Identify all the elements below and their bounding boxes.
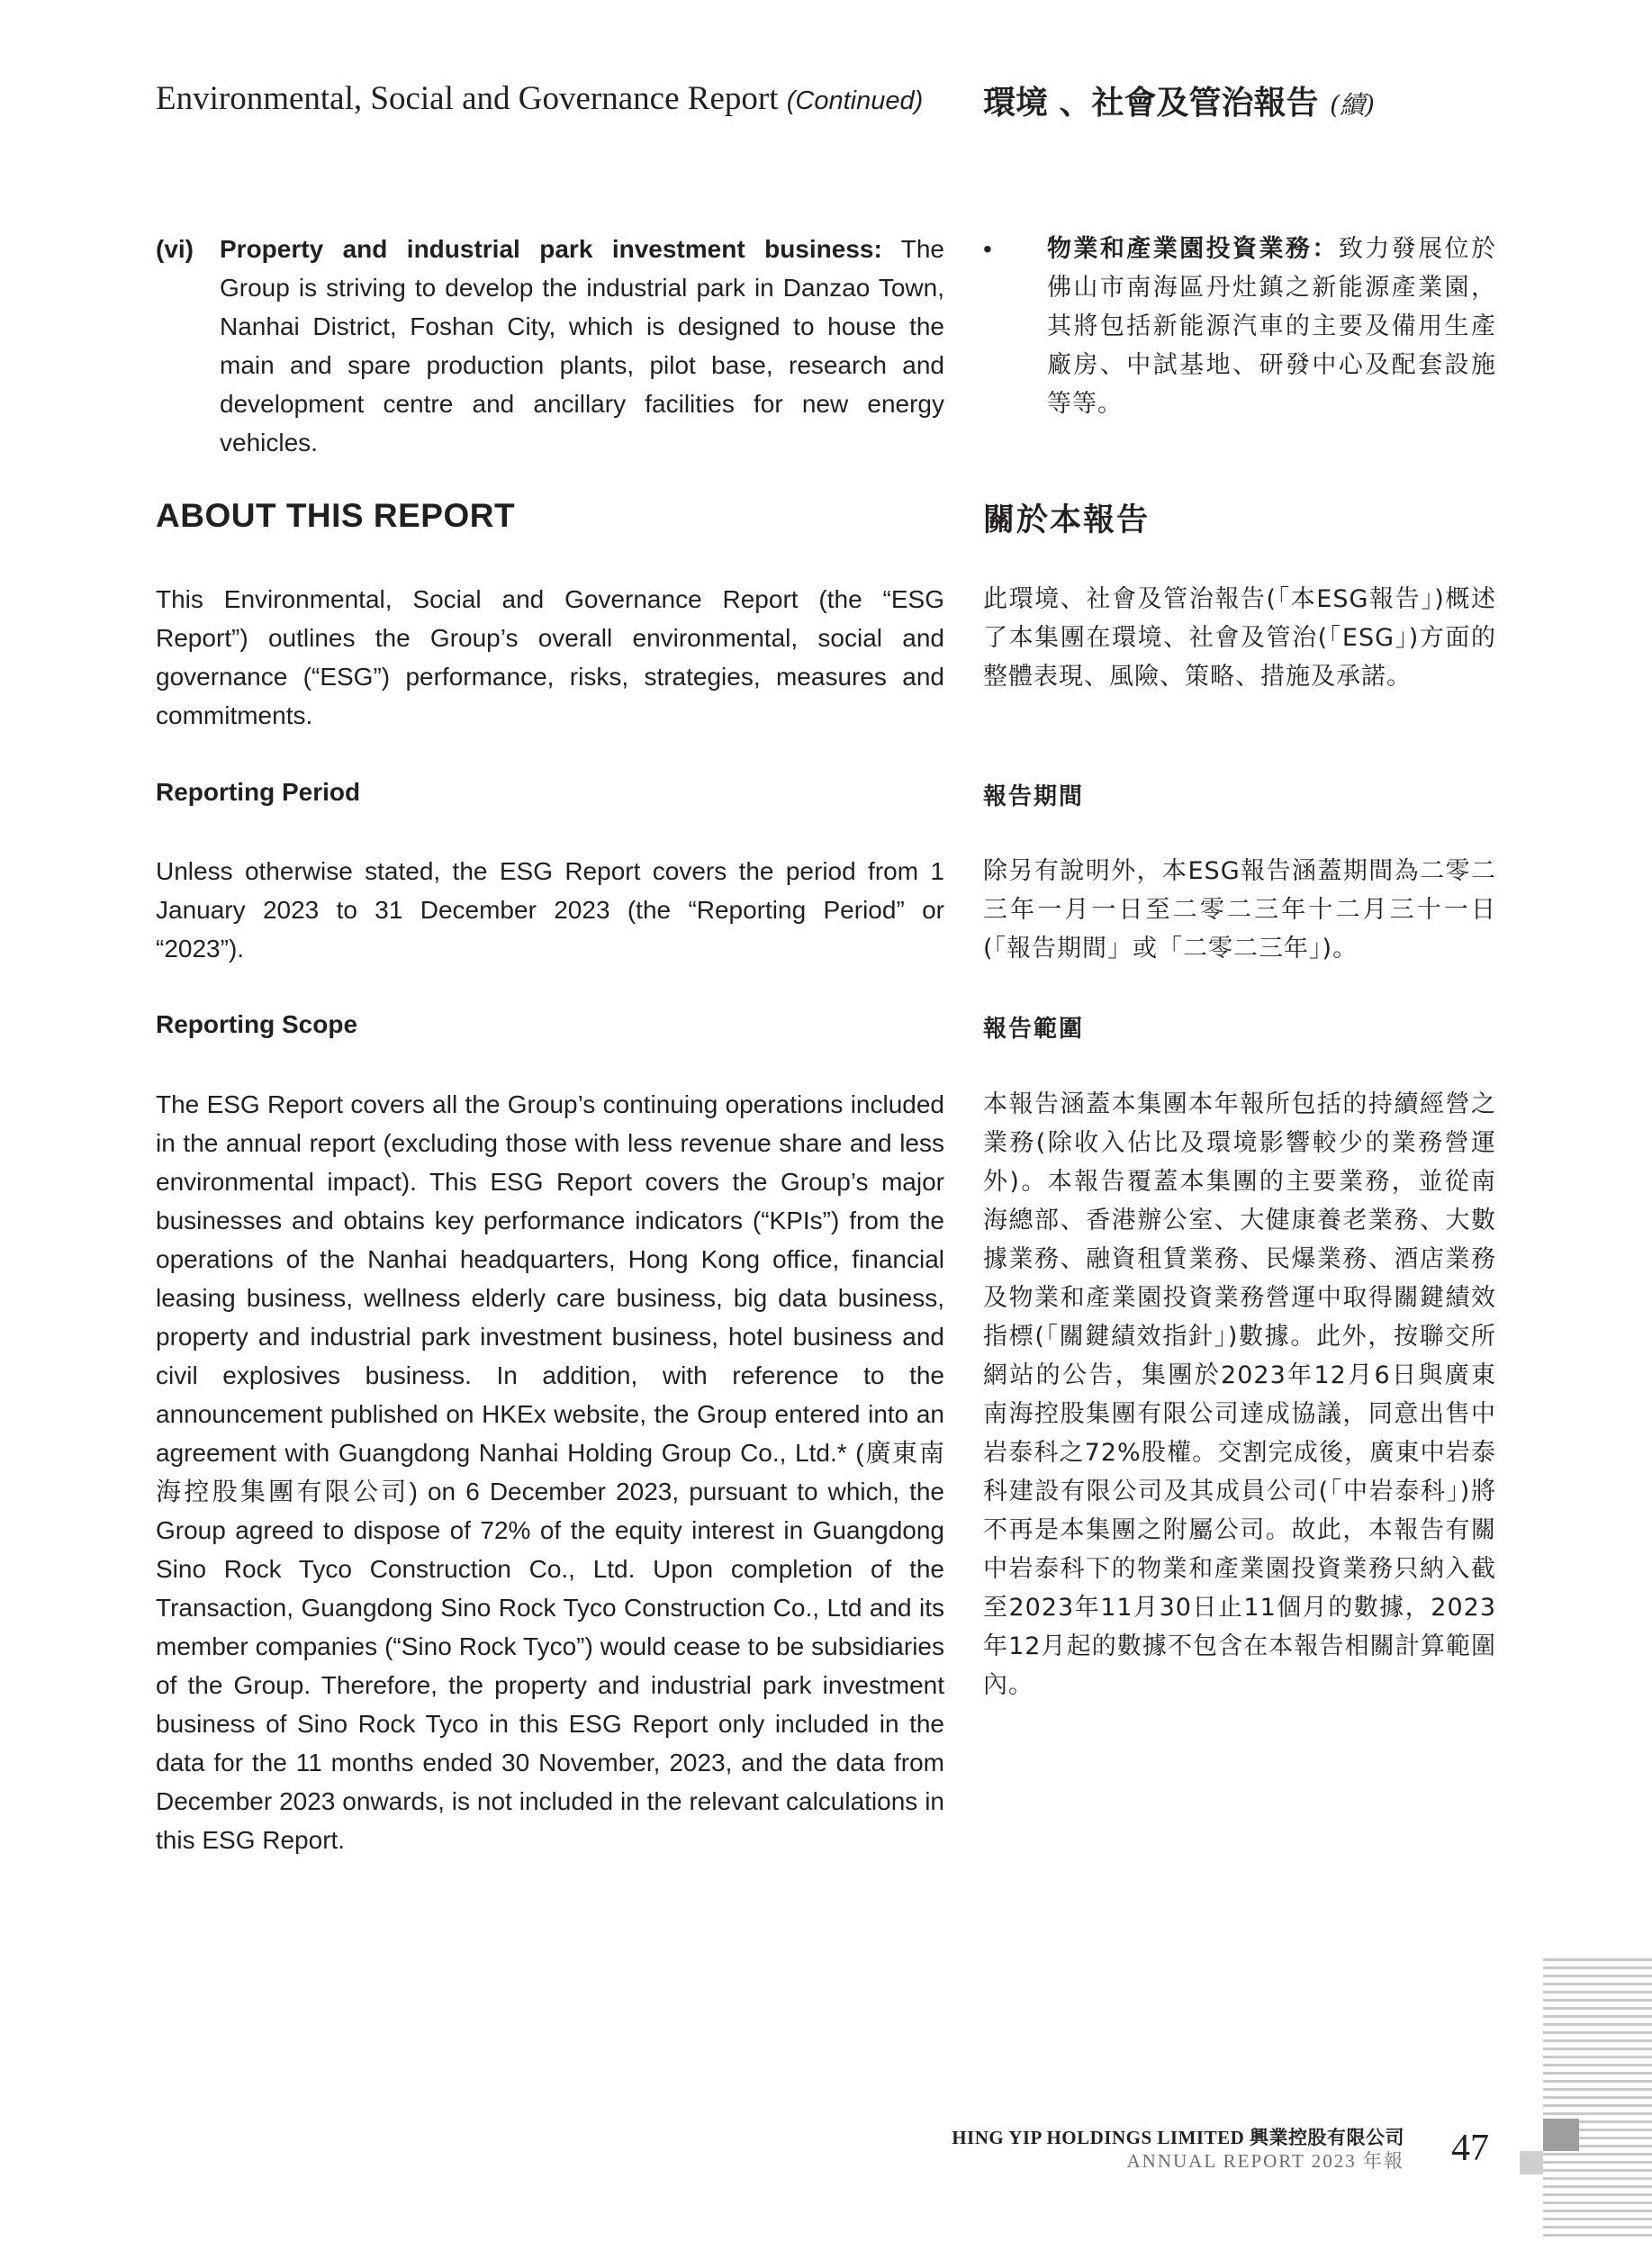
bullet-icon: • xyxy=(983,235,992,263)
period-heading-zh-wrap xyxy=(983,778,1496,811)
about-heading-en-wrap xyxy=(156,497,944,535)
list-item-vi-zh xyxy=(983,230,1496,423)
subheading-reporting-scope-zh: 報告範圍 xyxy=(983,1016,1085,1043)
corner-stripes-decoration xyxy=(1543,1958,1652,2242)
scope-heading-zh-wrap xyxy=(983,1010,1496,1044)
period-text-en-wrap xyxy=(156,852,944,968)
about-text-en-wrap xyxy=(156,580,944,735)
about-text-zh-wrap xyxy=(983,580,1496,696)
subheading-reporting-scope: Reporting Scope xyxy=(156,1010,358,1038)
list-item-vi-lead: Property and industrial park investment business: xyxy=(220,235,882,263)
list-marker-vi: (vi) xyxy=(156,235,194,263)
corner-square-dark xyxy=(1543,2119,1579,2151)
period-paragraph-zh: 除另有說明外，本ESG報告涵蓋期間為二零二三年一月一日至二零二三年十二月三十一日(「報告期間」或「二零二三年」)。 xyxy=(983,857,1496,963)
corner-gap xyxy=(1520,2119,1543,2151)
subheading-reporting-period: Reporting Period xyxy=(156,778,361,806)
scope-text-en-wrap xyxy=(156,1085,944,1859)
subheading-reporting-period-zh: 報告期間 xyxy=(983,783,1085,810)
page-number: 47 xyxy=(1451,2128,1489,2169)
about-paragraph-en: This Environmental, Social and Governance Report (the “ESG Report”) outlines the Group’s overall environmental, social and governance (“ESG”) performance, risks, strategies, measures and commitments. xyxy=(156,585,944,729)
header-title-en xyxy=(156,79,923,118)
about-paragraph-zh: 此環境、社會及管治報告(「本ESG報告」)概述了本集團在環境、社會及管治(「ESG」)方面的整體表現、風險、策略、措施及承諾。 xyxy=(983,585,1496,691)
header-continued-zh: (續) xyxy=(1330,90,1375,120)
section-heading-about-zh: 關於本報告 xyxy=(983,502,1151,538)
corner-square-light xyxy=(1520,2151,1543,2174)
footer-company-name: HING YIP HOLDINGS LIMITED 興業控股有限公司 xyxy=(952,2127,1404,2148)
header-continued-en: (Continued) xyxy=(786,86,924,115)
period-text-zh-wrap xyxy=(983,852,1496,968)
footer-annual-report: ANNUAL REPORT 2023 年報 xyxy=(1126,2150,1404,2172)
period-heading-en-wrap xyxy=(156,778,944,807)
header-title-text: Environmental, Social and Governance Report xyxy=(156,80,779,117)
list-item-vi-zh-body: 致力發展位於佛山市南海區丹灶鎮之新能源產業園，其將包括新能源汽車的主要及備用生產廠房、中試基地、研發中心及配套設施等等。 xyxy=(1047,235,1496,418)
header-title-zh-text: 環境 、社會及管治報告 xyxy=(983,84,1319,122)
scope-paragraph-zh: 本報告涵蓋本集團本年報所包括的持續經營之業務(除收入佔比及環境影響較少的業務營運外)。本報告覆蓋本集團的主要業務，並從南海總部、香港辦公室、大健康養老業務、大數據業務、融資租賃業務、民爆業務、酒店業務及物業和產業園投資業務營運中取得關鍵績效指標(「關鍵績效指針」)數據。此外，按聯交所網站的公告，集團於2023年12月6日與廣東南海控股集團有限公司達成協議，同意出售中岩泰科之72%股權。交割完成後，廣東中岩泰科建設有限公司及其成員公司(「中岩泰科」)將不再是本集團之附屬公司。故此，本報告有關中岩泰科下的物業和產業園投資業務只納入截至2023年11月30日止11個月的數據，2023年12月起的數據不包含在本報告相關計算範圍內。 xyxy=(983,1090,1496,1699)
list-item-vi-zh-lead: 物業和產業園投資業務： xyxy=(1047,235,1339,263)
about-heading-zh-wrap xyxy=(983,495,1496,540)
scope-text-zh-wrap xyxy=(983,1085,1496,1704)
list-item-vi-text xyxy=(220,230,944,462)
list-item-vi-body: The Group is striving to develop the industrial park in Danzao Town, Nanhai District, Foshan City, which is designed to house the main and spare production plants, pilot base, research and development centre and ancillary facilities for new energy vehicles. xyxy=(220,235,944,457)
list-item-vi-zh-text xyxy=(1047,230,1496,423)
period-paragraph-en: Unless otherwise stated, the ESG Report covers the period from 1 January 2023 to 31 December 2023 (the “Reporting Period” or “2023”). xyxy=(156,857,944,963)
header-title-zh xyxy=(983,77,1375,123)
list-item-vi-en xyxy=(156,230,944,462)
section-heading-about: ABOUT THIS REPORT xyxy=(156,497,516,534)
scope-heading-en-wrap xyxy=(156,1010,944,1039)
scope-paragraph-en: The ESG Report covers all the Group’s continuing operations included in the annual report (excluding those with less revenue share and less environmental impact). This ESG Report covers the Group’s major businesses and obtains key performance indicators (“KPIs”) from the operations of the Nanhai headquarters, Hong Kong office, financial leasing business, wellness elderly care business, big data business, property and industrial park investment business, hotel business and civil explosives business. In addition, with reference to the announcement published on HKEx website, the Group entered into an agreement with Guangdong Nanhai Holding Group Co., Ltd.* (廣東南海控股集團有限公司) on 6 December 2023, pursuant to which, the Group agreed to dispose of 72% of the equity interest in Guangdong Sino Rock Tyco Construction Co., Ltd. Upon completion of the Transaction, Guangdong Sino Rock Tyco Construction Co., Ltd and its member companies (“Sino Rock Tyco”) would cease to be subsidiaries of the Group. Therefore, the property and industrial park investment business of Sino Rock Tyco in this ESG Report only included in the data for the 11 months ended 30 November, 2023, and the data from December 2023 onwards, is not included in the relevant calculations in this ESG Report. xyxy=(156,1090,944,1854)
